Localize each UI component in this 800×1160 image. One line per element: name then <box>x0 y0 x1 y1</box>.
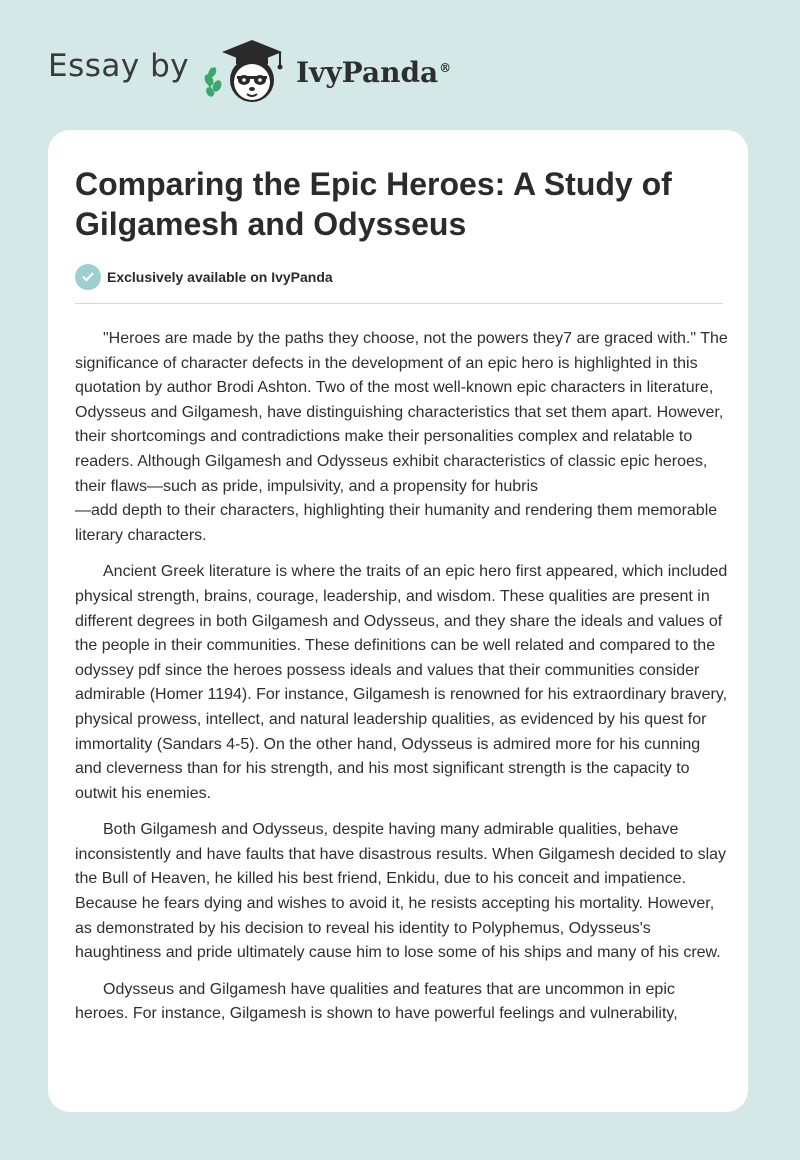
essay-card <box>48 130 748 1112</box>
paragraph: Odysseus and Gilgamesh have qualities and features that are uncommon in epic heroes. For instance, Gilgamesh is shown to have powerful feelings and vulnerability, <box>75 980 678 1023</box>
registered-mark: ® <box>439 60 452 75</box>
divider <box>75 303 723 304</box>
brand-name: IvyPanda <box>296 56 439 89</box>
panda-graduation-cap-icon[interactable] <box>200 36 292 108</box>
essay-body <box>75 327 730 1039</box>
exclusive-label: Exclusively available on IvyPanda <box>107 269 333 285</box>
paragraph: Ancient Greek literature is where the traits of an epic hero first appeared, which included physical strength, brains, courage, leadership, and wisdom. These qualities are present in different degrees in both Gilgamesh and Odysseus, and they share the ideals and values of the people in their communities. These definitions can be well related and compared to the odyssey pdf since the heroes possess ideals and values that their communities consider admirable (Homer 1194). For instance, Gilgamesh is renowned for his extraordinary bravery, physical prowess, intellect, and natural leadership qualities, as evidenced by his quest for immortality (Sandars 4-5). On the other hand, Odysseus is admired more for his cunning and cleverness than for his strength, and his most significant strength is the capacity to outwit his enemies. <box>75 563 728 802</box>
paragraph: "Heroes are made by the paths they choose, not the powers they7 are graced with." The significance of character defects in the development of an epic hero is highlighted in this quotation by author Brodi Ashton. Two of the most well-known epic characters in literature, Odysseus and Gilgamesh, have distinguishing characteristics that set them apart. However, their shortcomings and contradictions make their personalities complex and relatable to readers. Although Gilgamesh and Odysseus exhibit characteristics of classic epic heroes, their flaws—such as pride, impulsivity, and a propensity for hubris —add depth to their characters, highlighting their humanity and rendering them memorable literary characters. <box>75 330 728 544</box>
brand-logo-text[interactable] <box>296 56 451 89</box>
paragraph: Both Gilgamesh and Odysseus, despite having many admirable qualities, behave inconsistently and have faults that have disastrous results. When Gilgamesh decided to slay the Bull of Heaven, he killed his best friend, Enkidu, due to his conceit and impatience. Because he fears dying and wishes to avoid it, he resists accepting his mortality. However, as demonstrated by his decision to reveal his identity to Polyphemus, Odysseus's haughtiness and pride ultimately cause him to lose some of his ships and many of his crew. <box>75 821 727 962</box>
essay-by-label: Essay by <box>48 48 190 84</box>
leaf-icon <box>203 66 223 98</box>
exclusive-badge <box>75 264 333 290</box>
site-header <box>0 0 800 130</box>
page-title: Comparing the Epic Heroes: A Study of Gilgamesh and Odysseus <box>75 166 672 242</box>
check-circle-icon <box>75 264 101 290</box>
